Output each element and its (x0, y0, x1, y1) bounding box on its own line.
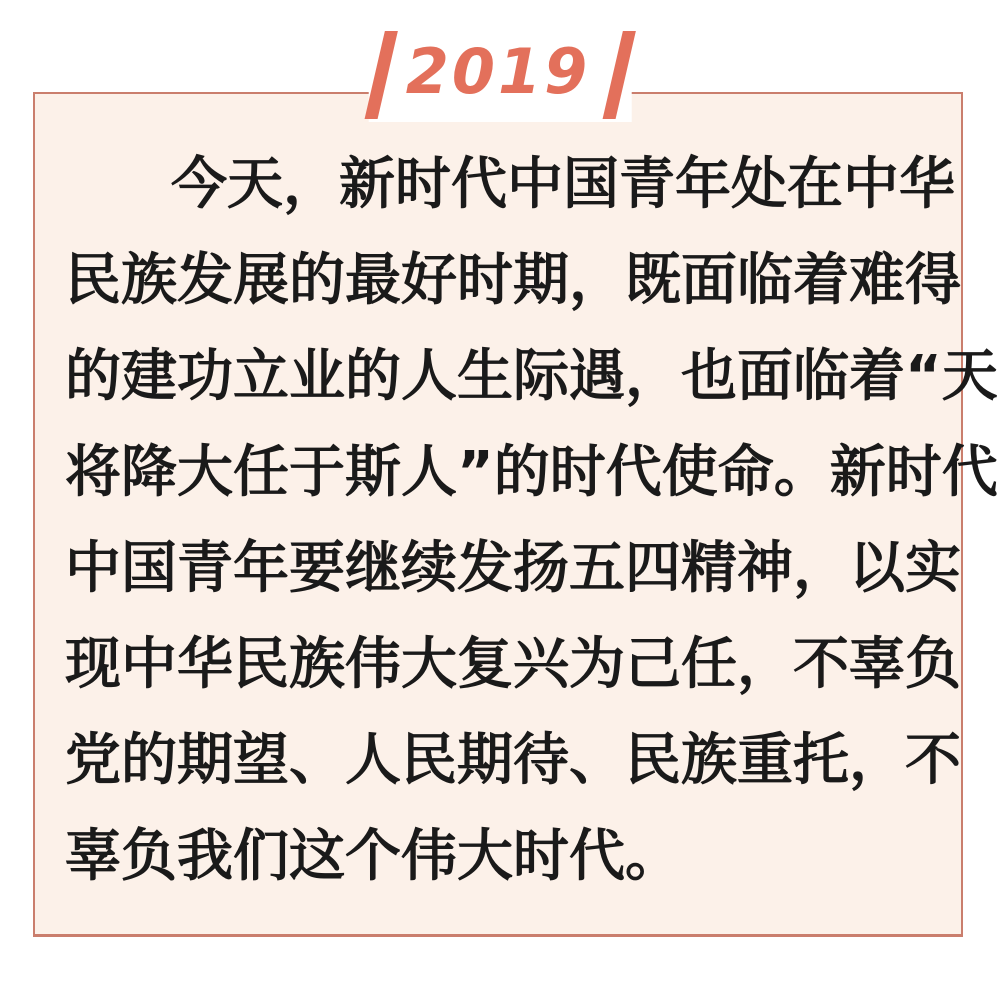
text-line: 民族发展的最好时期，既面临着难得 (65, 248, 961, 313)
text-line: 辜负我们这个伟大时代。 (65, 824, 681, 889)
text-line: 中国青年要继续发扬五四精神，以实 (65, 536, 961, 601)
text-line: 将降大任于斯人”的时代使命。新时代 (65, 440, 998, 505)
year-right-bar-icon (602, 31, 635, 119)
text-line: 现中华民族伟大复兴为己任，不辜负 (65, 632, 961, 697)
text-line: 今天，新时代中国青年处在中华 (171, 152, 955, 217)
year-header (369, 28, 632, 122)
year-label: 2019 (405, 35, 591, 108)
text-line: 党的期望、人民期待、民族重托，不 (65, 728, 961, 793)
quote-paragraph (35, 94, 998, 905)
quote-card (33, 92, 998, 937)
year-left-bar-icon (365, 31, 398, 119)
text-line: 的建功立业的人生际遇，也面临着“天 (65, 344, 998, 409)
